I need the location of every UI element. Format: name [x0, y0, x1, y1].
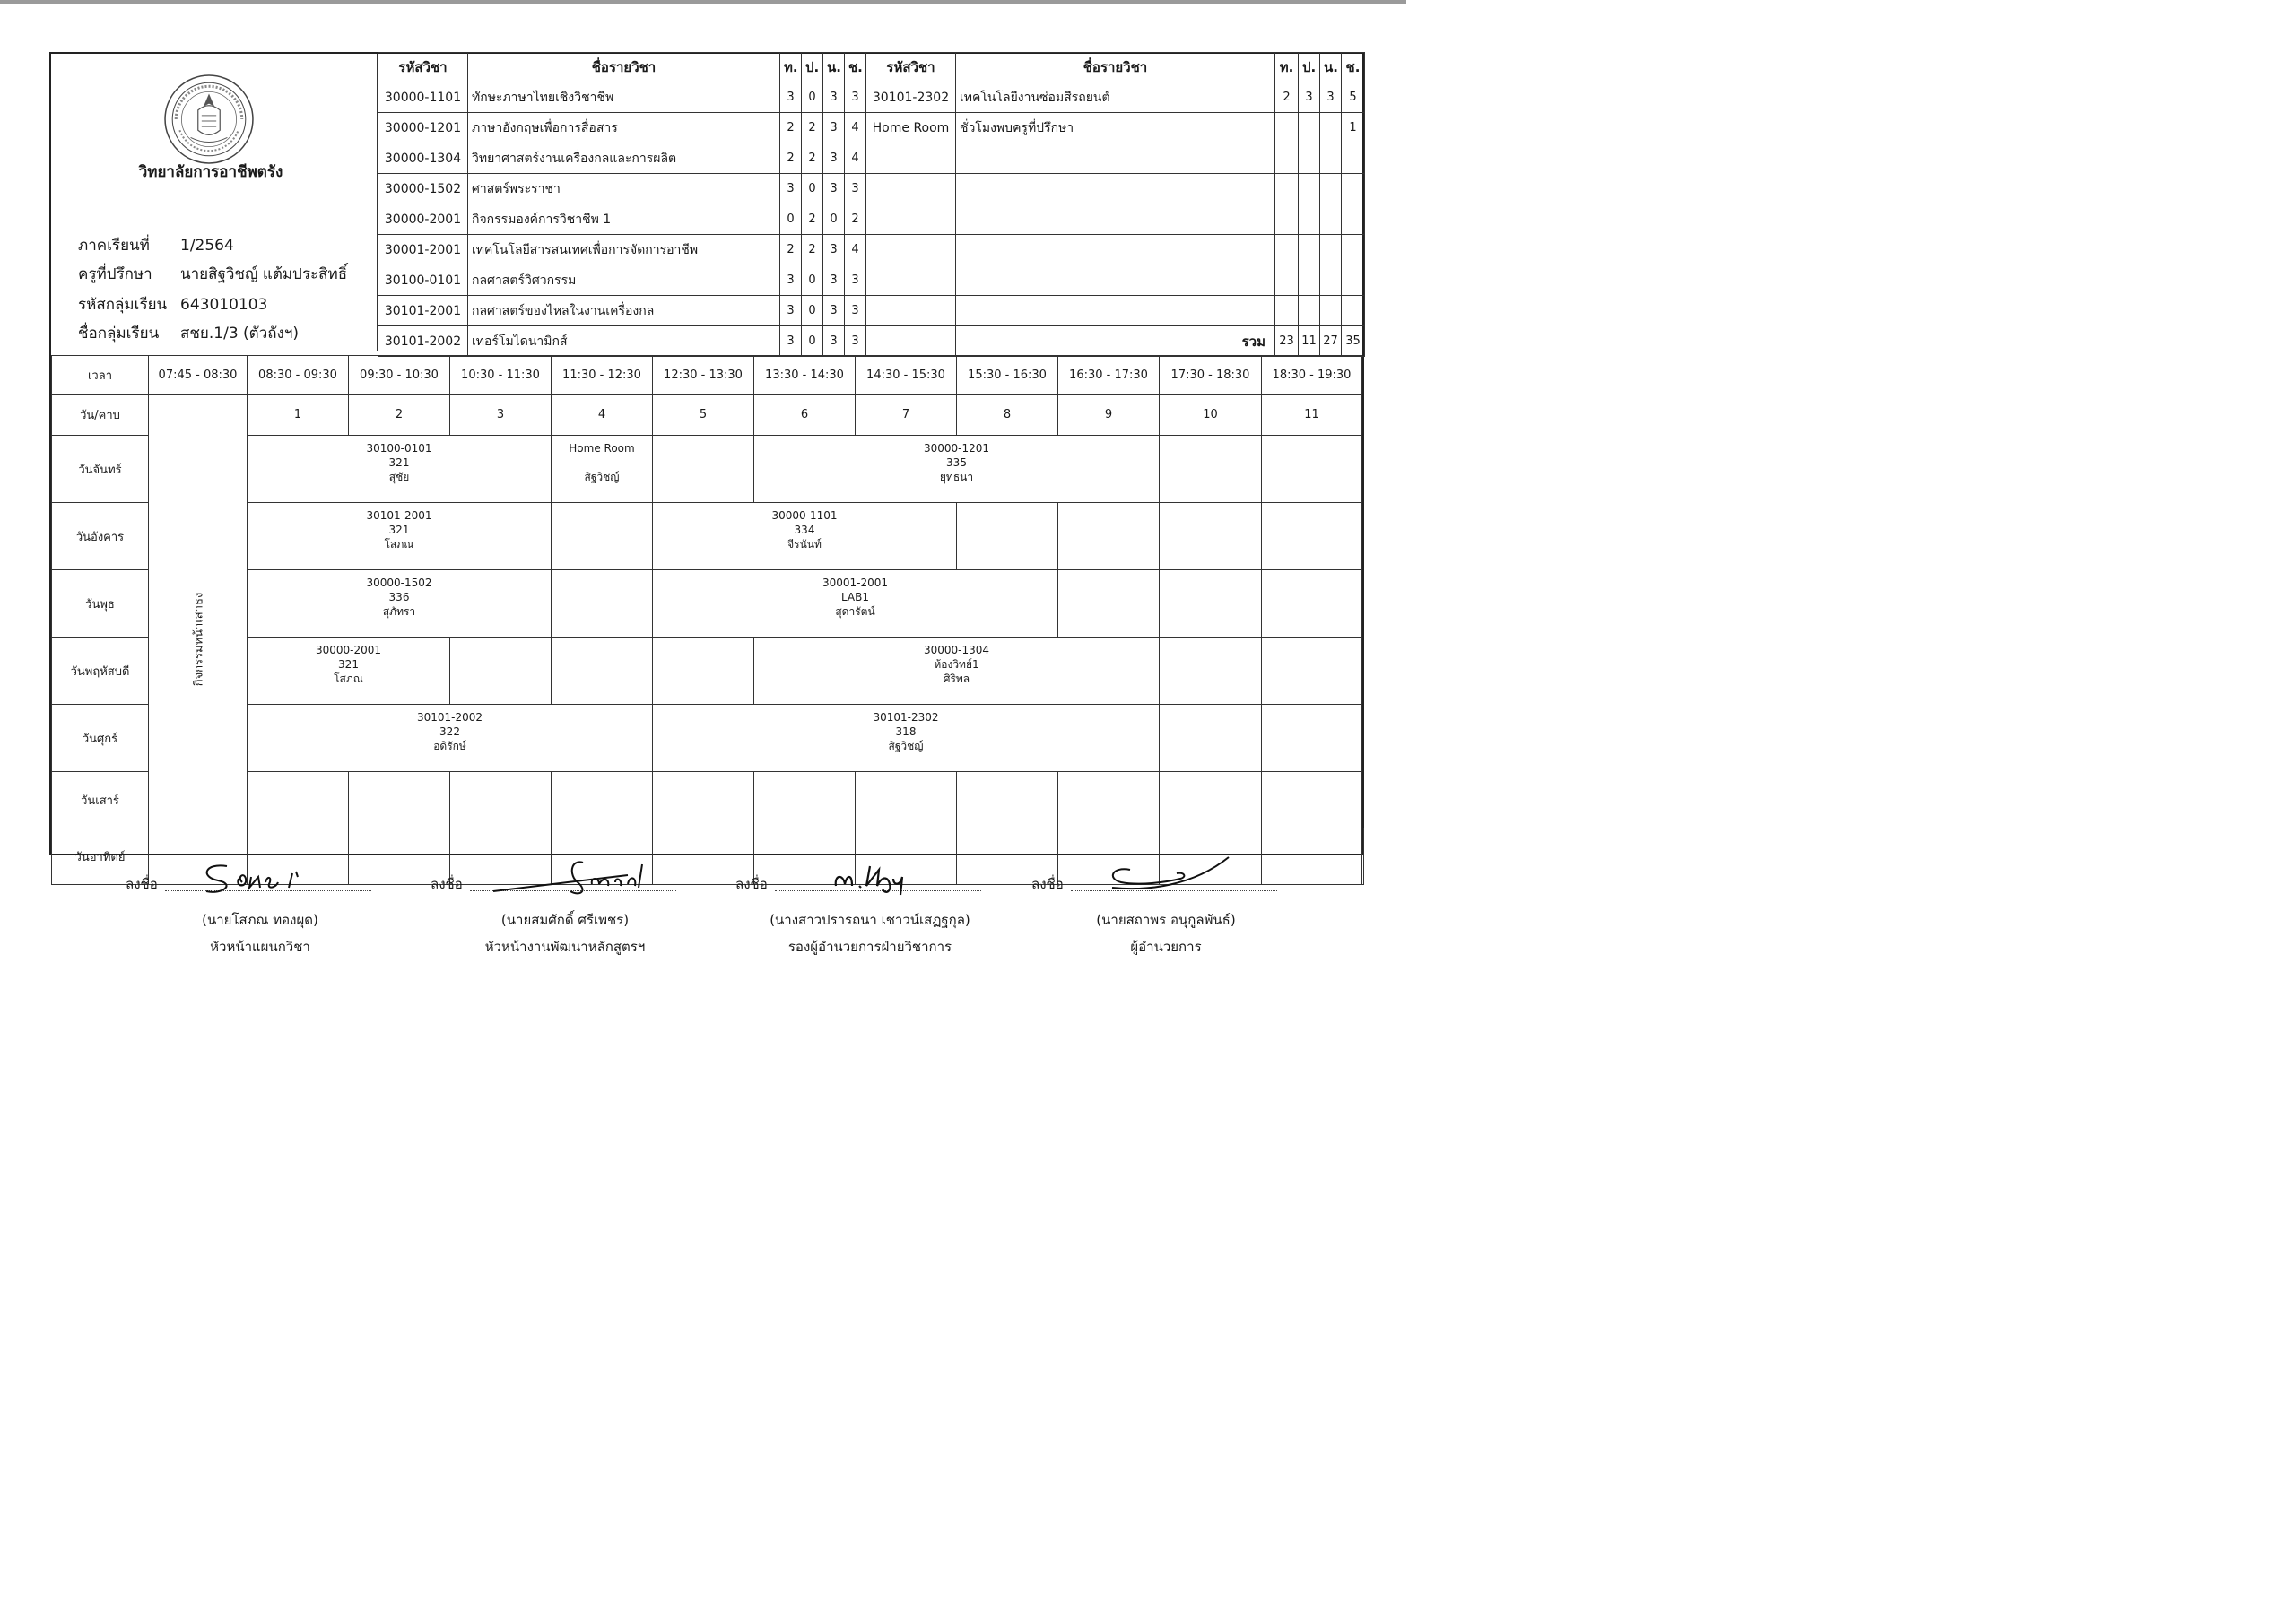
timetable	[51, 355, 1364, 885]
teacher: โสภณ	[334, 672, 363, 685]
day-row	[52, 436, 1364, 503]
room	[552, 455, 652, 470]
total-label: รวม	[956, 326, 1275, 357]
period-row	[52, 395, 1364, 436]
class-slot	[248, 705, 653, 772]
class-slot	[248, 436, 552, 503]
course-code	[866, 265, 956, 296]
header-n-2: น.	[1320, 53, 1342, 82]
sign-label: ลงชื่อ	[430, 876, 463, 892]
course-name: เทอร์โมไดนามิกส์	[468, 326, 780, 357]
course-code: Home Room	[866, 113, 956, 143]
course-name: เทคโนโลยีงานซ่อมสีรถยนต์	[956, 82, 1275, 113]
course-name: กิจกรรมองค์การวิชาชีพ 1	[468, 204, 780, 235]
course-c: 3	[845, 174, 866, 204]
empty-slot	[1262, 705, 1362, 772]
course-c: 4	[845, 113, 866, 143]
teacher: สุภัทรา	[382, 605, 416, 618]
day-row	[52, 638, 1364, 705]
day-name: วันจันทร์	[52, 436, 149, 503]
period-number: 9	[1058, 395, 1160, 436]
sign-label: ลงชื่อ	[735, 876, 768, 892]
course-t: 2	[780, 143, 802, 174]
course-p	[1299, 143, 1320, 174]
empty-slot	[552, 503, 653, 570]
empty-slot	[1160, 503, 1262, 570]
period-number: 1	[248, 395, 349, 436]
empty-slot	[1160, 705, 1262, 772]
total-t: 23	[1275, 326, 1299, 357]
header-t: ท.	[780, 53, 802, 82]
course-c: 3	[845, 326, 866, 357]
semester-value: 1/2564	[180, 237, 234, 255]
empty-slot	[1262, 772, 1362, 828]
teacher: อดิรักษ์	[433, 740, 466, 752]
total-c: 35	[1342, 326, 1365, 357]
empty-slot	[653, 638, 754, 705]
room: 321	[388, 524, 410, 536]
course-row	[378, 235, 1365, 265]
time-slot: 17:30 - 18:30	[1160, 356, 1262, 395]
morning-activity-label: กิจกรรมหน้าเสาธง	[192, 592, 205, 687]
course-n: 3	[823, 265, 845, 296]
signer-name: (นายโสภณ ทองผุด)	[202, 912, 318, 928]
day-name: วันพฤหัสบดี	[52, 638, 149, 705]
day-name: วันอังคาร	[52, 503, 149, 570]
header-t-2: ท.	[1275, 53, 1299, 82]
course-t: 2	[780, 235, 802, 265]
course-c: 3	[845, 296, 866, 326]
course-t: 3	[780, 265, 802, 296]
empty-slot	[349, 772, 450, 828]
signer-role: หัวหน้าแผนกวิชา	[210, 939, 310, 955]
time-slot: 15:30 - 16:30	[957, 356, 1058, 395]
course-name: ชั่วโมงพบครูที่ปรึกษา	[956, 113, 1275, 143]
room: 336	[388, 591, 410, 603]
course-name: ทักษะภาษาไทยเชิงวิชาชีพ	[468, 82, 780, 113]
sign-label: ลงชื่อ	[1031, 876, 1064, 892]
course-name	[956, 265, 1275, 296]
course-n: 3	[823, 143, 845, 174]
subject-code: 30000-1101	[771, 509, 838, 522]
course-code: 30001-2001	[378, 235, 468, 265]
empty-slot	[1262, 570, 1362, 638]
teacher: จีรนันท์	[787, 538, 822, 551]
course-row	[378, 82, 1365, 113]
course-row	[378, 143, 1365, 174]
course-code-empty	[866, 326, 956, 357]
course-t	[1275, 113, 1299, 143]
header-c: ช.	[845, 53, 866, 82]
course-code	[866, 143, 956, 174]
class-slot	[552, 436, 653, 503]
period-number: 10	[1160, 395, 1262, 436]
teacher: สุชัย	[388, 471, 410, 483]
course-name	[956, 235, 1275, 265]
room: 318	[895, 725, 917, 738]
time-slot: 07:45 - 08:30	[149, 356, 248, 395]
course-t: 0	[780, 204, 802, 235]
group-name-label: ชื่อกลุ่มเรียน	[78, 325, 160, 343]
course-p: 0	[802, 296, 823, 326]
room: 322	[439, 725, 460, 738]
empty-slot	[552, 570, 653, 638]
class-slot	[653, 503, 957, 570]
signature-line	[430, 861, 700, 897]
course-n	[1320, 296, 1342, 326]
empty-slot	[957, 772, 1058, 828]
header-name: ชื่อรายวิชา	[468, 53, 780, 82]
course-code: 30100-0101	[378, 265, 468, 296]
period-number: 3	[450, 395, 552, 436]
course-name: กลศาสตร์ของไหลในงานเครื่องกล	[468, 296, 780, 326]
empty-slot	[552, 638, 653, 705]
weekend-row	[52, 772, 1364, 828]
class-slot	[248, 570, 552, 638]
course-t: 2	[1275, 82, 1299, 113]
course-name: ภาษาอังกฤษเพื่อการสื่อสาร	[468, 113, 780, 143]
time-slot: 09:30 - 10:30	[349, 356, 450, 395]
period-number: 6	[754, 395, 856, 436]
class-slot	[248, 638, 450, 705]
room: 321	[338, 658, 359, 671]
course-code	[866, 174, 956, 204]
course-t	[1275, 235, 1299, 265]
time-slot: 13:30 - 14:30	[754, 356, 856, 395]
time-slot: 08:30 - 09:30	[248, 356, 349, 395]
course-p	[1299, 265, 1320, 296]
signature-line	[735, 861, 1004, 897]
course-t: 2	[780, 113, 802, 143]
handwritten-signature-1	[196, 861, 330, 897]
course-n	[1320, 113, 1342, 143]
header-code: รหัสวิชา	[378, 53, 468, 82]
room: 335	[946, 456, 967, 469]
course-header-row	[378, 53, 1365, 82]
subject-code: 30101-2001	[366, 509, 432, 522]
advisor-info	[78, 262, 347, 286]
course-c: 5	[1342, 82, 1365, 113]
teacher: ศิริพล	[943, 672, 970, 685]
course-code: 30000-1201	[378, 113, 468, 143]
class-slot	[754, 638, 1160, 705]
teacher: สิฐวิชญ์	[584, 471, 620, 483]
course-p: 0	[802, 174, 823, 204]
course-t	[1275, 174, 1299, 204]
morning-activity-cell	[149, 395, 248, 885]
period-label: วัน/คาบ	[52, 395, 149, 436]
course-name	[956, 204, 1275, 235]
signature-line	[126, 861, 395, 897]
course-n: 3	[823, 82, 845, 113]
room: 321	[388, 456, 410, 469]
time-label: เวลา	[52, 356, 149, 395]
subject-code: 30000-1304	[923, 644, 990, 656]
empty-slot	[450, 638, 552, 705]
course-t	[1275, 296, 1299, 326]
empty-slot	[1262, 503, 1362, 570]
total-n: 27	[1320, 326, 1342, 357]
signature-block-4	[1031, 861, 1300, 958]
course-p: 0	[802, 265, 823, 296]
signature-line	[1031, 861, 1300, 897]
room: ห้องวิทย์1	[934, 658, 979, 671]
course-code	[866, 235, 956, 265]
time-slot: 10:30 - 11:30	[450, 356, 552, 395]
course-p	[1299, 235, 1320, 265]
empty-slot	[653, 772, 754, 828]
scan-edge	[0, 0, 1406, 4]
total-p: 11	[1299, 326, 1320, 357]
course-n: 3	[823, 235, 845, 265]
time-slot: 14:30 - 15:30	[856, 356, 957, 395]
sign-label: ลงชื่อ	[126, 876, 158, 892]
course-n: 3	[823, 113, 845, 143]
room: 334	[794, 524, 815, 536]
course-n: 3	[823, 326, 845, 357]
subject-code: 30000-1201	[923, 442, 990, 455]
course-p	[1299, 113, 1320, 143]
course-c: 4	[845, 143, 866, 174]
empty-slot	[1262, 436, 1362, 503]
course-p: 0	[802, 326, 823, 357]
course-code: 30101-2302	[866, 82, 956, 113]
signer-name: (นางสาวปรารถนา เชาวน์เสฏฐกุล)	[770, 912, 970, 928]
course-t: 3	[780, 296, 802, 326]
course-p	[1299, 296, 1320, 326]
group-name-info	[78, 321, 299, 345]
period-number: 11	[1262, 395, 1362, 436]
group-name-value: สชย.1/3 (ตัวถังฯ)	[180, 325, 300, 343]
signature-block-3	[735, 861, 1004, 958]
time-slot: 16:30 - 17:30	[1058, 356, 1160, 395]
time-slot: 18:30 - 19:30	[1262, 356, 1362, 395]
course-c: 3	[845, 82, 866, 113]
course-row	[378, 326, 1365, 357]
course-p	[1299, 174, 1320, 204]
empty-slot	[1058, 772, 1160, 828]
group-code-info	[78, 292, 267, 317]
subject-code: 30101-2002	[416, 711, 483, 724]
course-c: 1	[1342, 113, 1365, 143]
course-t: 3	[780, 326, 802, 357]
subject-code: 30100-0101	[366, 442, 432, 455]
empty-slot	[1160, 570, 1262, 638]
course-n	[1320, 174, 1342, 204]
header-c-2: ช.	[1342, 53, 1365, 82]
course-n	[1320, 265, 1342, 296]
empty-slot	[1160, 436, 1262, 503]
signer-name: (นายสมศักดิ์ ศรีเพชร)	[500, 912, 630, 928]
day-row	[52, 570, 1364, 638]
teacher: ยุทธนา	[939, 471, 974, 483]
course-name: ศาสตร์พระราชา	[468, 174, 780, 204]
course-t: 3	[780, 82, 802, 113]
class-slot	[653, 705, 1160, 772]
subject-code: Home Room	[569, 442, 635, 455]
course-name: วิทยาศาสตร์งานเครื่องกลและการผลิต	[468, 143, 780, 174]
signature-block-1	[126, 861, 395, 958]
handwritten-signature-4	[1094, 852, 1256, 897]
room: LAB1	[840, 591, 870, 603]
course-p: 3	[1299, 82, 1320, 113]
class-slot	[754, 436, 1160, 503]
time-row	[52, 356, 1364, 395]
signer-name: (นายสถาพร อนุกูลพันธ์)	[1096, 912, 1236, 928]
college-name: วิทยาลัยการอาชีพตรัง	[138, 163, 283, 181]
subject-code: 30101-2302	[873, 711, 939, 724]
period-number: 5	[653, 395, 754, 436]
subject-code: 30000-1502	[366, 577, 432, 589]
course-c	[1342, 265, 1365, 296]
course-name	[956, 143, 1275, 174]
college-seal-icon	[163, 74, 255, 165]
course-p: 2	[802, 113, 823, 143]
period-number: 2	[349, 395, 450, 436]
empty-slot	[1058, 570, 1160, 638]
course-name	[956, 296, 1275, 326]
course-code: 30000-1101	[378, 82, 468, 113]
course-name: กลศาสตร์วิศวกรรม	[468, 265, 780, 296]
course-code: 30000-1304	[378, 143, 468, 174]
signature-block-2	[430, 861, 700, 958]
course-t: 3	[780, 174, 802, 204]
subject-code: 30001-2001	[822, 577, 889, 589]
course-row	[378, 296, 1365, 326]
course-n	[1320, 204, 1342, 235]
header-n: น.	[823, 53, 845, 82]
course-n: 0	[823, 204, 845, 235]
course-n: 3	[1320, 82, 1342, 113]
empty-slot	[1262, 638, 1362, 705]
course-row	[378, 174, 1365, 204]
handwritten-signature-3	[825, 859, 933, 897]
teacher: สุดารัตน์	[835, 605, 875, 618]
empty-slot	[1058, 503, 1160, 570]
day-name: วันพุธ	[52, 570, 149, 638]
header-p: ป.	[802, 53, 823, 82]
course-c: 4	[845, 235, 866, 265]
course-table	[378, 52, 1365, 357]
semester-label: ภาคเรียนที่	[78, 237, 150, 255]
course-t	[1275, 143, 1299, 174]
course-p	[1299, 204, 1320, 235]
empty-slot	[552, 772, 653, 828]
advisor-label: ครูที่ปรึกษา	[78, 265, 152, 283]
group-code-value: 643010103	[180, 296, 268, 314]
course-n	[1320, 235, 1342, 265]
empty-slot	[248, 772, 349, 828]
period-number: 7	[856, 395, 957, 436]
course-t	[1275, 265, 1299, 296]
subject-code: 30000-2001	[315, 644, 382, 656]
period-number: 8	[957, 395, 1058, 436]
course-code	[866, 204, 956, 235]
course-p: 2	[802, 204, 823, 235]
course-row	[378, 204, 1365, 235]
header-panel	[51, 54, 378, 351]
class-slot	[248, 503, 552, 570]
signer-role: รองผู้อำนวยการฝ่ายวิชาการ	[787, 939, 952, 955]
course-n: 3	[823, 296, 845, 326]
header-code-2: รหัสวิชา	[866, 53, 956, 82]
empty-slot	[856, 772, 957, 828]
group-code-label: รหัสกลุ่มเรียน	[78, 296, 168, 314]
empty-slot	[754, 772, 856, 828]
teacher: สิฐวิชญ์	[888, 740, 924, 752]
course-code: 30000-2001	[378, 204, 468, 235]
header-name-2: ชื่อรายวิชา	[956, 53, 1275, 82]
course-c	[1342, 296, 1365, 326]
course-code	[866, 296, 956, 326]
course-row	[378, 265, 1365, 296]
course-c	[1342, 204, 1365, 235]
day-row	[52, 503, 1364, 570]
course-c: 2	[845, 204, 866, 235]
semester-info	[78, 233, 234, 257]
course-row	[378, 113, 1365, 143]
day-name: วันศุกร์	[52, 705, 149, 772]
time-slot: 12:30 - 13:30	[653, 356, 754, 395]
course-t	[1275, 204, 1299, 235]
header-p-2: ป.	[1299, 53, 1320, 82]
day-name: วันอาทิตย์	[52, 828, 149, 885]
empty-slot	[450, 772, 552, 828]
advisor-value: นายสิฐวิชญ์ แต้มประสิทธิ์	[180, 265, 348, 283]
course-c: 3	[845, 265, 866, 296]
course-p: 0	[802, 82, 823, 113]
signer-role: หัวหน้างานพัฒนาหลักสูตรฯ	[484, 939, 646, 955]
signer-role: ผู้อำนวยการ	[1130, 939, 1202, 955]
course-n: 3	[823, 174, 845, 204]
course-code: 30000-1502	[378, 174, 468, 204]
day-row	[52, 705, 1364, 772]
class-slot	[653, 570, 1058, 638]
course-code: 30101-2001	[378, 296, 468, 326]
course-n	[1320, 143, 1342, 174]
empty-slot	[1160, 772, 1262, 828]
course-code: 30101-2002	[378, 326, 468, 357]
course-p: 2	[802, 235, 823, 265]
course-c	[1342, 235, 1365, 265]
period-number: 4	[552, 395, 653, 436]
course-c	[1342, 143, 1365, 174]
empty-slot	[1160, 638, 1262, 705]
teacher: โสภณ	[384, 538, 414, 551]
course-name	[956, 174, 1275, 204]
course-p: 2	[802, 143, 823, 174]
course-c	[1342, 174, 1365, 204]
day-name: วันเสาร์	[52, 772, 149, 828]
empty-slot	[653, 436, 754, 503]
empty-slot	[1362, 828, 1364, 885]
course-name: เทคโนโลยีสารสนเทศเพื่อการจัดการอาชีพ	[468, 235, 780, 265]
time-slot: 11:30 - 12:30	[552, 356, 653, 395]
handwritten-signature-2	[484, 855, 664, 897]
empty-slot	[957, 503, 1058, 570]
